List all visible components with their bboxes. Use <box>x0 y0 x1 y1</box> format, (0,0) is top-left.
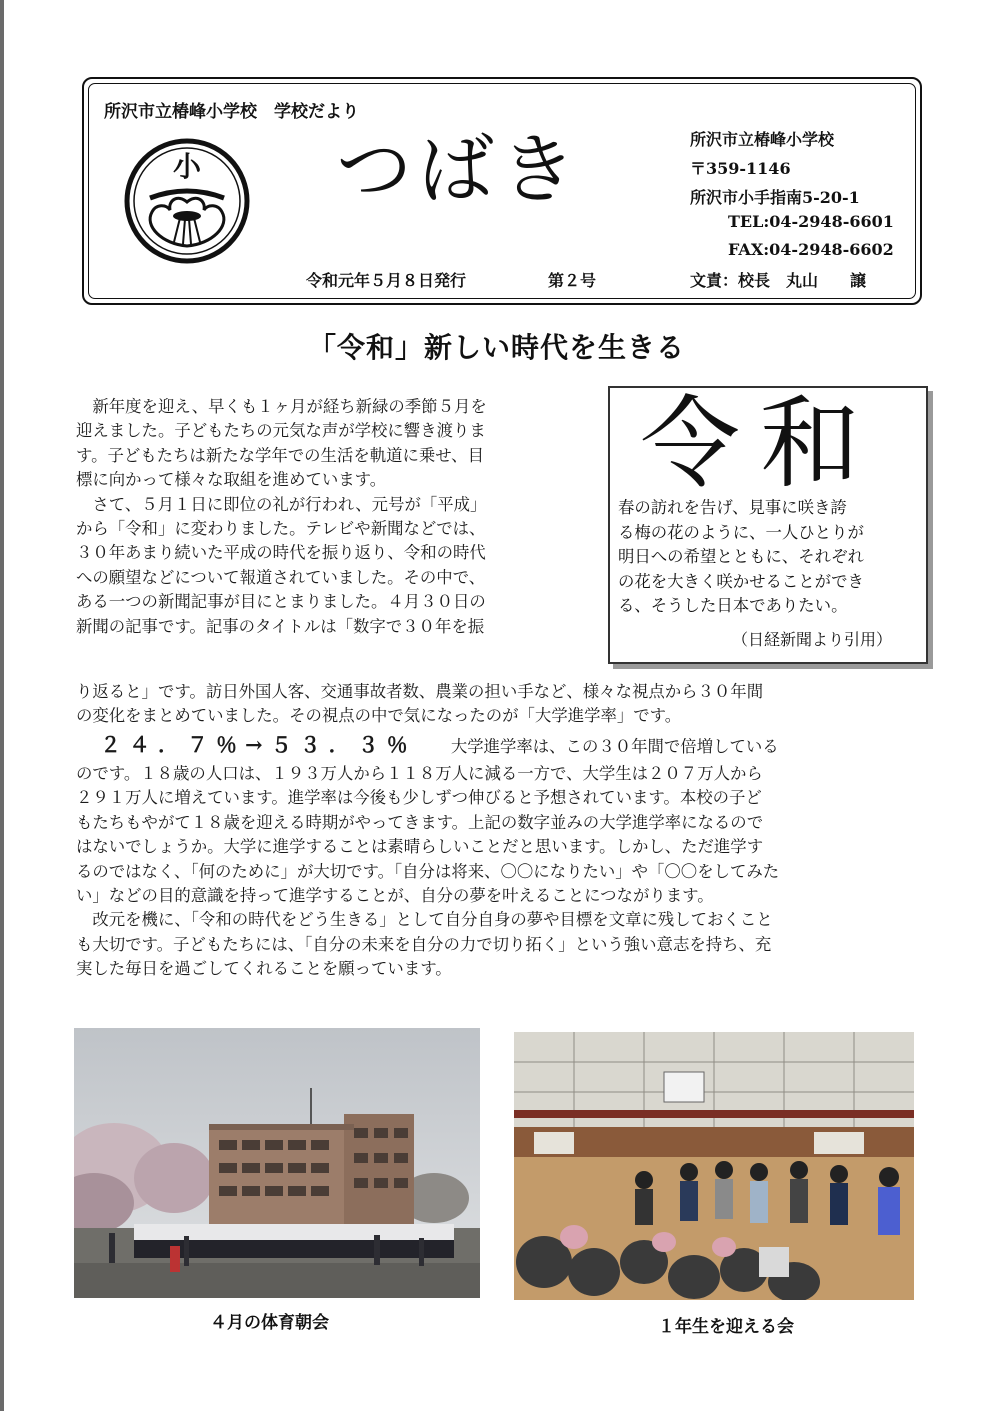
emblem-char: 小 <box>172 150 202 183</box>
body-line: さて、５月１日に即位の礼が行われ、元号が「平成」 <box>76 494 487 514</box>
article-body-wide-2 <box>76 762 936 982</box>
school-line: 所沢市立椿峰小学校 学校だより <box>104 102 359 122</box>
body-line: ２９１万人に増えています。進学率は今後も少しずつ伸びると予想されています。本校の子ど <box>76 788 762 808</box>
quote-line: 明日への希望とともに、それぞれ <box>618 547 864 566</box>
issue-date: 令和元年５月８日発行 <box>306 271 467 290</box>
welcome-event-photo <box>514 1032 914 1300</box>
school-name: 所沢市立椿峰小学校 <box>690 130 835 149</box>
quote-source: （日経新聞より引用） <box>732 630 893 649</box>
page-edge <box>0 0 4 1411</box>
left-photo-caption: ４月の体育朝会 <box>210 1313 329 1333</box>
school-emblem-icon <box>122 136 252 266</box>
body-line: るのではなく、「何のために」が大切です。「自分は将来、〇〇になりたい」や「〇〇をしてみた <box>76 861 780 881</box>
body-line: はないでしょうか。大学に進学することは素晴らしいことだと思います。しかし、ただ進学す <box>76 837 764 857</box>
body-line: 新聞の記事です。記事のタイトルは「数字で３０年を振 <box>76 616 485 636</box>
postal-code: 〒359-1146 <box>690 159 791 178</box>
statistic-text: 大学進学率は、この３０年間で倍増している <box>450 737 779 756</box>
article-headline: 「令和」新しい時代を生きる <box>308 331 686 364</box>
body-line: もたちもやがて１８歳を迎える時期がやってきます。上記の数字並みの大学進学率になるので <box>76 812 764 832</box>
newsletter-title: つばき <box>336 125 582 214</box>
body-line: ある一つの新聞記事が目にとまりました。４月３０日の <box>76 592 486 612</box>
body-line: 新年度を迎え、早くも１ヶ月が経ち新緑の季節５月を <box>76 397 487 416</box>
school-fax: FAX:04-2948-6602 <box>728 240 894 259</box>
body-line: も大切です。子どもたちには、「自分の未来を自分の力で切り拓く」という強い意志を持ち、充 <box>76 934 772 954</box>
body-line: の変化をまとめていました。その視点の中で気になったのが「大学進学率」です。 <box>76 706 682 726</box>
body-line: 標に向かって様々な取組を進めています。 <box>76 470 387 490</box>
statistic-line <box>100 733 940 759</box>
school-tel: TEL:04-2948-6601 <box>728 212 894 231</box>
body-line: のです。１８歳の人口は、１９３万人から１１８万人に減る一方で、大学生は２０７万人から <box>76 764 763 783</box>
quote-text <box>618 496 922 619</box>
school-address: 所沢市小手指南5-20-1 <box>690 188 860 207</box>
body-line: から「令和」に変わりました。テレビや新聞などでは、 <box>76 519 486 539</box>
body-line: への願望などについて報道されていました。その中で、 <box>76 567 486 587</box>
article-body-wide-1 <box>76 680 936 729</box>
body-line: 実した毎日を過ごしてくれることを願っています。 <box>76 959 452 979</box>
quote-line: の花を大きく咲かせることができ <box>618 571 864 591</box>
quote-line: る梅の花のように、一人ひとりが <box>618 522 864 542</box>
body-line: 改元を機に、「令和の時代をどう生きる」として自分自身の夢や目標を文章に残しておくこと <box>76 910 773 930</box>
article-body-narrow <box>76 395 600 639</box>
sports-assembly-photo <box>74 1028 480 1298</box>
statistic-highlight: ２４．７％→５３．３％ <box>100 732 416 757</box>
body-line: す。子どもたちは新たな学年での生活を軌道に乗せ、目 <box>76 445 484 465</box>
right-photo-caption: １年生を迎える会 <box>658 1317 794 1337</box>
quote-line: る、そうした日本でありたい。 <box>618 596 848 615</box>
quote-title: 令和 <box>640 385 880 502</box>
body-line: い」などの目的意識を持って進学することが、自分の夢を叶えることにつながります。 <box>76 886 714 906</box>
editor-credit: 文責：校長 丸山 譲 <box>690 271 867 290</box>
body-line: ３０年あまり続いた平成の時代を振り返り、令和の時代 <box>76 543 486 563</box>
body-line: り返ると」です。訪日外国人客、交通事故者数、農業の担い手など、様々な視点から３０年間 <box>76 682 764 701</box>
issue-number: 第２号 <box>548 271 597 290</box>
body-line: 迎えました。子どもたちの元気な声が学校に響き渡りま <box>76 421 486 441</box>
quote-line: 春の訪れを告げ、見事に咲き誇 <box>618 498 847 517</box>
